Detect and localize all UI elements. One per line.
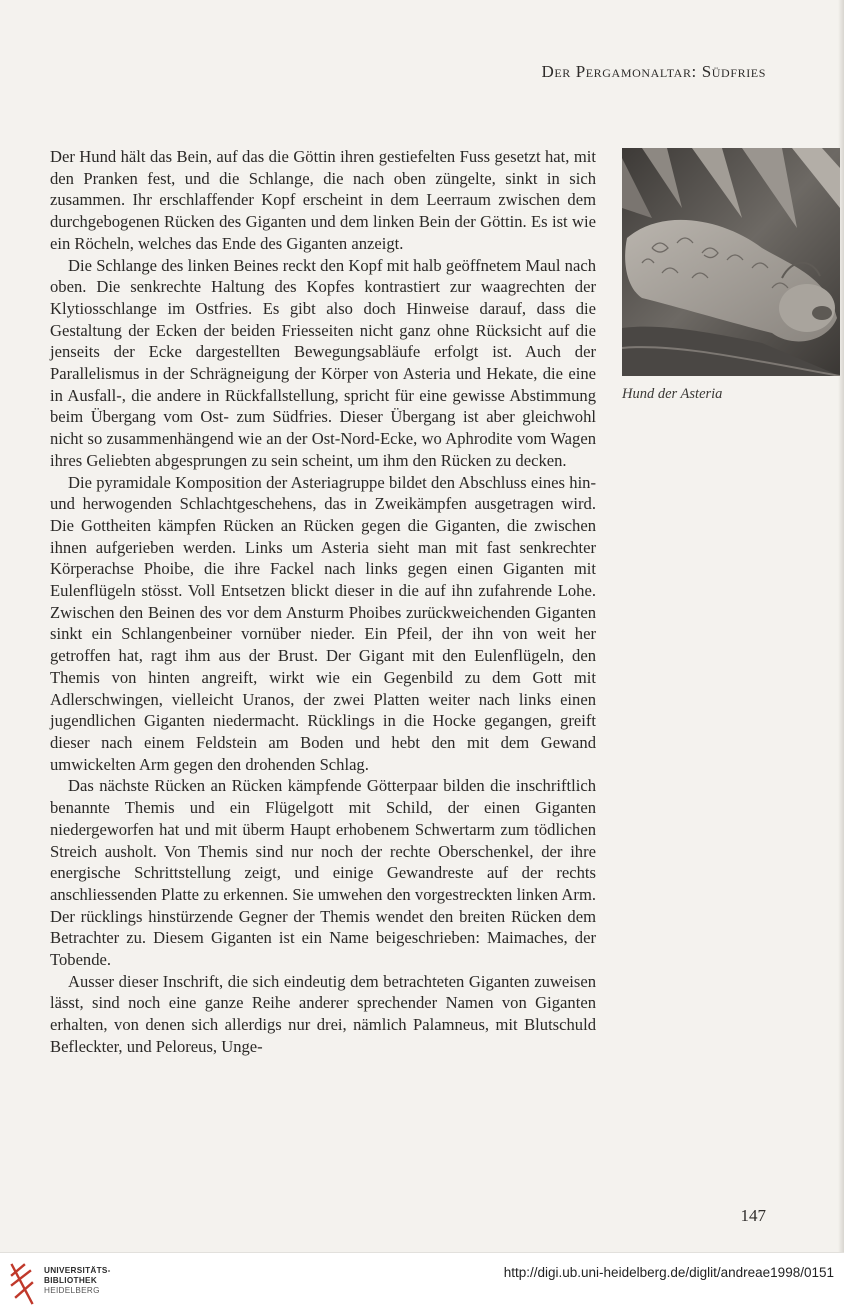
paragraph: Der Hund hält das Bein, auf das die Göttin ihren gestiefelten Fuss gesetzt hat, mit den Pranken fest, und die Schlange, die nach oben züngelte, sinkt in sich zusammen. Ihr erschlaffender Kopf erscheint in dem Leerraum zwischen dem durchgebogenen Rücken des Giganten und dem linken Bein der Göttin. Es ist wie ein Röcheln, welches das Ende des Giganten anzeigt.	[50, 147, 596, 253]
library-name-line-1: UNIVERSITÄTS-	[44, 1266, 111, 1275]
page-number: 147	[740, 1206, 766, 1225]
relief-photo-drawing	[622, 148, 840, 376]
footer-bar	[0, 1252, 844, 1315]
paragraph: Das nächste Rücken an Rücken kämpfende Götterpaar bilden die inschriftlich benannte Themis und ein Flügelgott mit Schild, der einen Giganten niedergeworfen hat und mit überm Haupt erhobenem Schwertarm zum tödlichen Streich ausholt. Von Themis sind nur noch der rechte Oberschenkel, der ihre energische Schrittstellung zeigt, und einige Gewandreste auf der rechts anschliessenden Platte zu erkennen. Sie umwehen den vorgestreckten linken Arm. Der rücklings hinstürzende Gegner der Themis wendet den breiten Rücken dem Betrachter zu. Diesem Giganten ist ein Name beigeschrieben: Maimaches, der Tobende.	[50, 776, 596, 970]
library-name	[44, 1266, 111, 1296]
library-name-line-2: BIBLIOTHEK	[44, 1276, 98, 1285]
paragraph: Die Schlange des linken Beines reckt den Kopf mit halb geöffnetem Maul nach oben. Die senkrechte Haltung des Kopfes kontrastiert zur waagrechten der Klytiosschlange im Ostfries. Es gibt also doch Hinweise darauf, dass die Gestaltung der Ecken der beiden Friesseiten nicht ganz ohne Rücksicht auf die jenseits der Ecke dargestellten Bewegungsabläufe erfolgt ist. Auch der Parallelismus in der Schrägneigung der Körper von Asteria und Hekate, die eine in Ausfall-, die andere in Rückfallstellung, spricht für eine gewisse Abstimmung beim Übergang vom Ost- zum Südfries. Dieser Übergang ist aber gleichwohl nicht so zusammenhängend wie an der Ost-Nord-Ecke, wo Aphrodite vom Wagen ihres Geliebten abgesprungen zu sein scheint, um ihm den Rücken zu decken.	[50, 255, 596, 470]
running-head: Der Pergamonaltar: Südfries	[541, 62, 766, 81]
library-logo-icon	[8, 1261, 36, 1307]
library-name-line-3: HEIDELBERG	[44, 1286, 100, 1295]
paragraph: Die pyramidale Komposition der Asteriagruppe bildet den Abschluss eines hin- und herwogenden Schlachtgeschehens, das in Zweikämpfen ausgetragen wird. Die Gottheiten kämpfen Rücken an Rücken gegen die Giganten, die zwischen ihnen aufgerieben werden. Links um Asteria sieht man mit fast senkrechter Körperachse Phoibe, die ihre Fackel nach links gegen einen Giganten mit Eulenflügeln stösst. Voll Entsetzen blickt dieser in die auf ihn zufahrende Lohe. Zwischen den Beinen des vor dem Ansturm Phoibes zurückweichenden Giganten sinkt ein Schlangenbeiner vornüber nieder. Ein Pfeil, der ihn von weit her getroffen hat, ragt ihm aus der Brust. Der Gigant mit den Eulenflügeln, den Themis von hinten angreift, wirkt wie ein Gegenbild zu dem Gott mit Adlerschwingen, vielleicht Uranos, der zwei Platten weiter nach links einen jugendlichen Giganten niedermacht. Rücklings in die Hocke gegangen, greift dieser nach einem Feldstein am Boden und hebt den mit dem Gewand umwickelten Arm gegen den drohenden Schlag.	[50, 472, 596, 774]
relief-photo	[622, 148, 840, 376]
source-url-link[interactable]: http://digi.ub.uni-heidelberg.de/diglit/andreae1998/0151	[503, 1265, 834, 1280]
paragraph: Ausser dieser Inschrift, die sich eindeutig dem betrachteten Giganten zuweisen lässt, sind noch eine ganze Reihe anderer sprechender Namen von Giganten erhalten, von denen sich allerdigs nur drei, nämlich Palamneus, mit Blutschuld Befleckter, und Peloreus, Unge-	[50, 971, 596, 1056]
figure-caption: Hund der Asteria	[622, 386, 723, 402]
body-text	[50, 146, 596, 1058]
